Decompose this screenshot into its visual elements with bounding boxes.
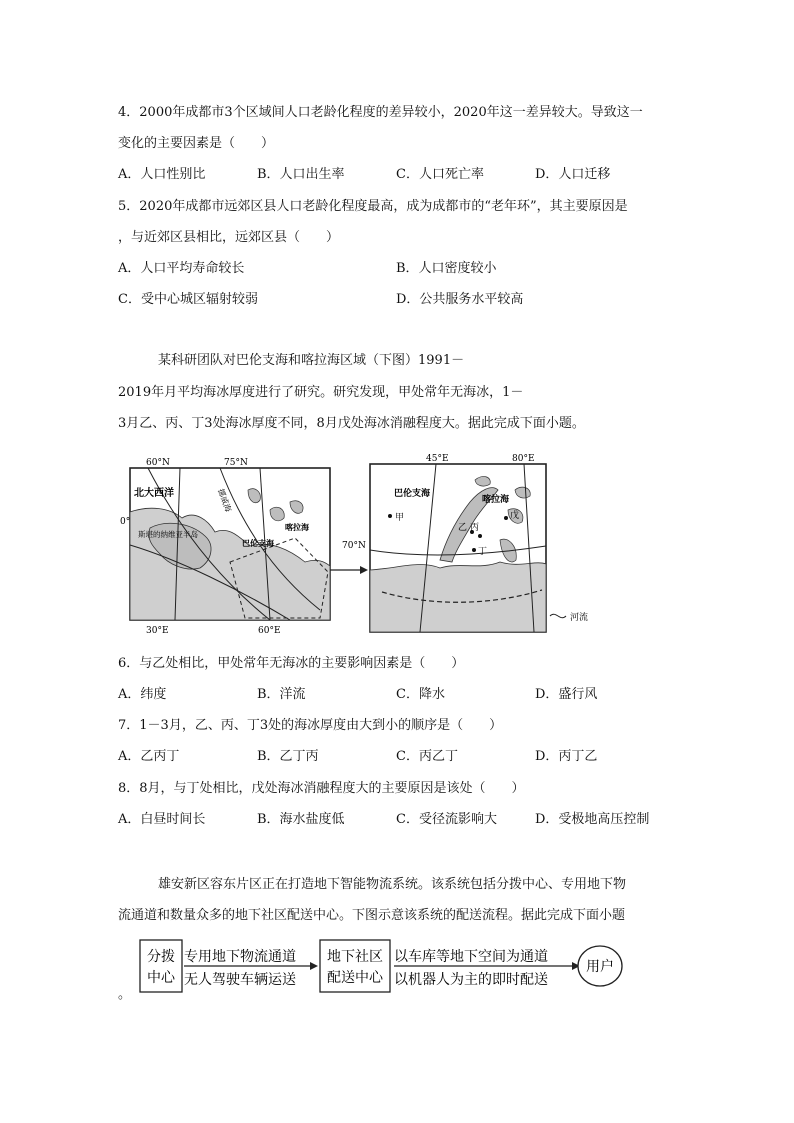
detail-map xyxy=(342,454,546,632)
sea-ice-map-figure xyxy=(120,450,600,640)
q5-stem-line1: 5．2020年成都市远郊区县人口老龄化程度最高，成为成都市的“老年环”，其主要原因是 xyxy=(118,199,628,214)
flow-arrow2-line1: 以车库等地下空间为通道 xyxy=(394,949,548,965)
intro2-line1: 某科研团队对巴伦支海和喀拉海区域（下图）1991－ xyxy=(158,353,465,368)
label-point-jia: 甲 xyxy=(395,513,405,523)
q4-stem-line1: 4．2000年成都市3个区域间人口老龄化程度的差异较小，2020年这一差异较大。导致这一 xyxy=(118,105,643,120)
label-barents-sea-left: 巴伦支海 xyxy=(242,538,274,548)
q4-option-c[interactable]: C．人口死亡率 xyxy=(396,167,484,182)
flow-box2-line2: 配送中心 xyxy=(327,970,383,986)
river-legend-icon xyxy=(550,614,566,617)
label-point-ding: 丁 xyxy=(478,547,488,557)
label-scandinavian-peninsula: 斯堪的纳维亚半岛 xyxy=(138,530,198,539)
overview-map xyxy=(120,458,330,636)
q7-stem: 7．1－3月，乙、丙、丁3处的海冰厚度由大到小的顺序是（ ） xyxy=(118,718,503,733)
q6-option-a[interactable]: A．纬度 xyxy=(118,687,167,702)
q8-option-c[interactable]: C．受径流影响大 xyxy=(396,812,497,827)
q8-option-d[interactable]: D．受极地高压控制 xyxy=(535,812,650,827)
connect-arrow-head xyxy=(360,566,368,574)
label-point-bing: 丙 xyxy=(470,523,480,533)
q5-option-b[interactable]: B．人口密度较小 xyxy=(396,261,497,276)
intro3-tail: 。 xyxy=(118,987,132,1002)
q7-option-c[interactable]: C．丙乙丁 xyxy=(396,749,458,764)
intro3-line2: 流通道和数量众多的地下社区配送中心。下图示意该系统的配送流程。据此完成下面小题 xyxy=(118,908,626,923)
delivery-flow-diagram xyxy=(128,936,628,998)
label-point-yi: 乙 xyxy=(458,523,468,533)
flow-arrow2-line2: 以机器人为主的即时配送 xyxy=(394,972,548,988)
label-point-wu: 戊 xyxy=(510,511,520,521)
label-lon-80e: 80°E xyxy=(512,454,535,464)
label-lat-60n: 60°N xyxy=(146,458,170,468)
flow-arrow1-line1: 专用地下物流通道 xyxy=(184,949,296,965)
q4-stem-line2: 变化的主要因素是（ ） xyxy=(118,136,275,151)
q5-option-d[interactable]: D．公共服务水平较高 xyxy=(396,292,524,307)
q8-option-a[interactable]: A．白昼时间长 xyxy=(118,812,206,827)
label-norwegian-sea: 挪威海 xyxy=(216,487,233,514)
flow-box1-line2: 中心 xyxy=(147,970,175,986)
flow-arrow1-line2: 无人驾驶车辆运送 xyxy=(184,972,296,988)
q4-option-b[interactable]: B．人口出生率 xyxy=(257,167,345,182)
intro2-line3: 3月乙、丙、丁3处海冰厚度不同，8月戊处海冰消融程度大。据此完成下面小题。 xyxy=(118,416,585,431)
q7-option-a[interactable]: A．乙丙丁 xyxy=(118,749,180,764)
legend-river-label: 河流 xyxy=(570,613,589,623)
label-lat-75n: 75°N xyxy=(224,458,248,468)
q6-option-d[interactable]: D．盛行风 xyxy=(535,687,598,702)
label-lat-70n: 70°N xyxy=(342,541,366,551)
q8-option-b[interactable]: B．海水盐度低 xyxy=(257,812,345,827)
q5-stem-line2: ，与近郊区县相比，远郊区县（ ） xyxy=(118,230,340,245)
label-lon-30e: 30°E xyxy=(146,626,169,636)
q6-option-c[interactable]: C．降水 xyxy=(396,687,445,702)
flow-box1-line1: 分拨 xyxy=(147,949,175,965)
label-north-atlantic: 北大西洋 xyxy=(134,488,174,499)
label-kara-sea: 喀拉海 xyxy=(482,495,510,505)
q4-option-d[interactable]: D．人口迁移 xyxy=(535,167,611,182)
label-barents-sea: 巴伦支海 xyxy=(394,489,431,499)
label-lon-45e: 45°E xyxy=(426,454,449,464)
label-kara-sea-left: 喀拉海 xyxy=(285,522,309,532)
intro2-line2: 2019年月平均海冰厚度进行了研究。研究发现，甲处常年无海冰，1－ xyxy=(118,385,524,400)
q8-stem: 8．8月，与丁处相比，戊处海冰消融程度大的主要原因是该处（ ） xyxy=(118,781,525,796)
flow-user-label: 用户 xyxy=(586,959,614,975)
q6-option-b[interactable]: B．洋流 xyxy=(257,687,306,702)
label-lon-0: 0° xyxy=(120,517,131,527)
intro3-line1: 雄安新区容东片区正在打造地下智能物流系统。该系统包括分拨中心、专用地下物 xyxy=(158,877,627,892)
q7-option-d[interactable]: D．丙丁乙 xyxy=(535,749,598,764)
label-lon-60e: 60°E xyxy=(258,626,281,636)
q6-stem: 6．与乙处相比，甲处常年无海冰的主要影响因素是（ ） xyxy=(118,656,465,671)
q5-option-c[interactable]: C．受中心城区辐射较弱 xyxy=(118,292,258,307)
flow-box2-line1: 地下社区 xyxy=(327,949,383,965)
q7-option-b[interactable]: B．乙丁丙 xyxy=(257,749,319,764)
q4-option-a[interactable]: A．人口性别比 xyxy=(118,167,206,182)
q5-option-a[interactable]: A．人口平均寿命较长 xyxy=(118,261,245,276)
